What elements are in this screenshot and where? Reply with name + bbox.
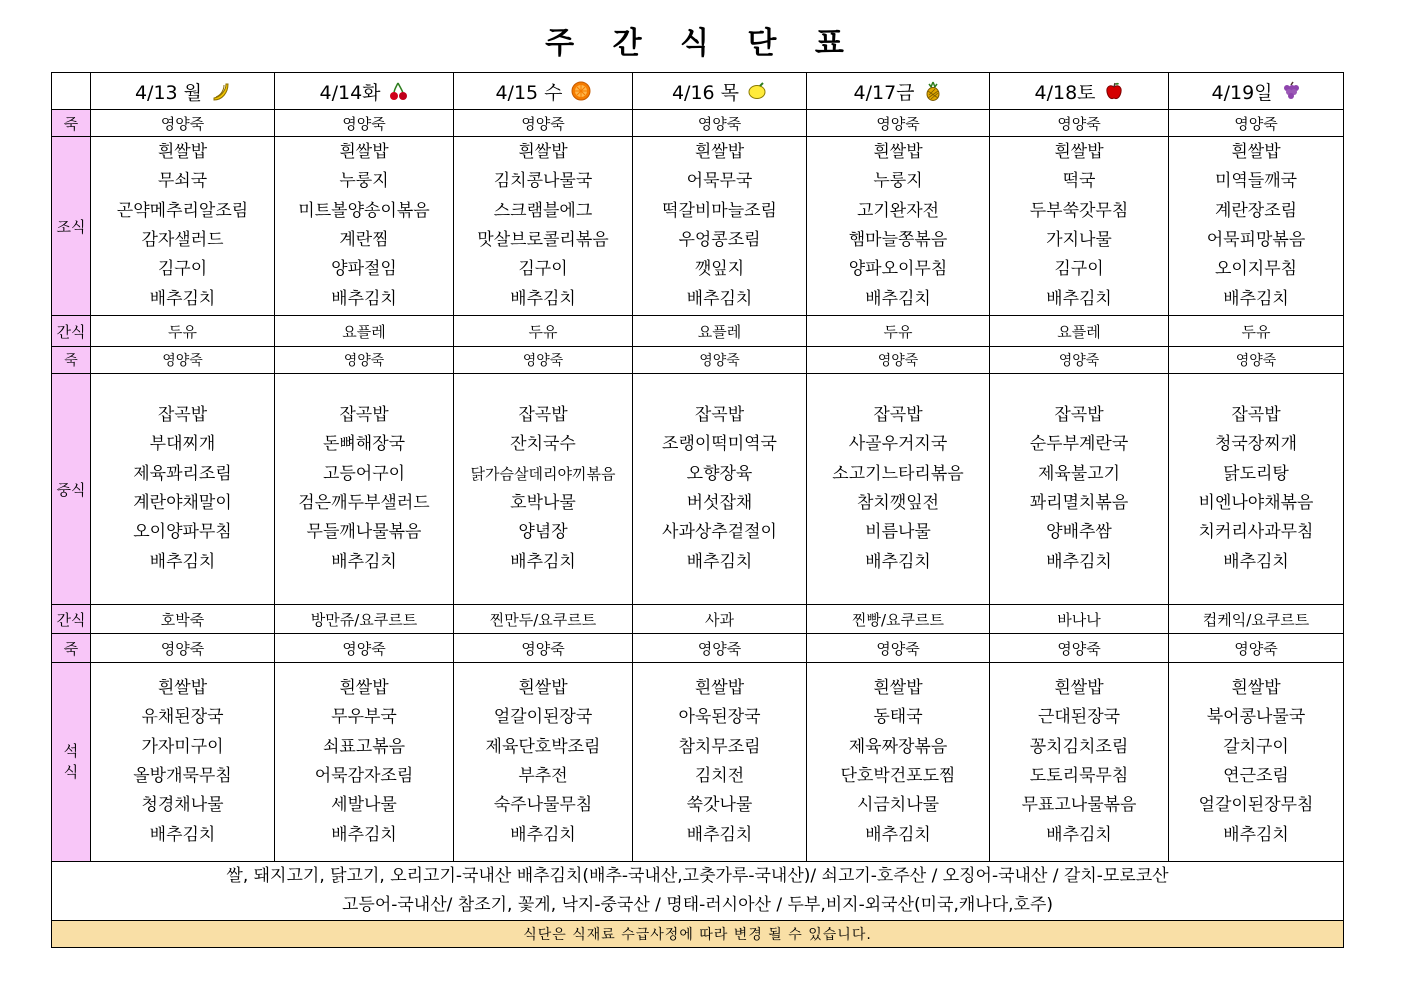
menu-item: 닭가슴살데리야끼볶음	[470, 464, 616, 483]
menu-item: 숙주나물무침	[493, 795, 593, 816]
origin-info-row	[52, 862, 1344, 921]
menu-item: 시금치나물	[856, 795, 940, 816]
menu-item: 근대된장국	[1037, 707, 1121, 728]
breakfast-cell	[1169, 137, 1344, 316]
menu-item: 청국장찌개	[1214, 434, 1298, 455]
menu-item: 영양죽	[275, 347, 454, 374]
menu-item: 사과	[633, 605, 807, 634]
orange-icon	[571, 81, 591, 101]
menu-item: 고등어구이	[322, 463, 406, 484]
menu-item: 얼갈이된장무침	[1198, 795, 1314, 816]
breakfast-row	[52, 137, 1344, 316]
dinner-cell	[91, 663, 275, 862]
menu-item: 제육짜장볶음	[848, 736, 948, 757]
menu-item: 갈치구이	[1223, 736, 1289, 757]
row-label: 죽	[52, 634, 91, 663]
menu-item: 잡곡밥	[873, 404, 923, 425]
menu-item: 요플레	[633, 316, 807, 347]
menu-item: 김치전	[694, 766, 745, 786]
menu-item: 검은깨두부샐러드	[298, 493, 430, 513]
menu-item: 꽈리멸치볶음	[1029, 493, 1129, 513]
menu-item: 계란찜	[339, 230, 389, 250]
row-label	[52, 663, 91, 862]
menu-item: 양배추쌈	[1046, 522, 1112, 543]
menu-item: 방만쥬/요쿠르트	[275, 605, 454, 634]
notice-row	[52, 921, 1344, 948]
day-label: 4/17금	[853, 81, 915, 104]
menu-item: 배추김치	[510, 824, 576, 845]
day-label: 4/13 월	[134, 81, 203, 104]
cherry-icon	[389, 81, 409, 101]
menu-item: 햄마늘쫑볶음	[848, 230, 948, 250]
day-header	[91, 73, 275, 110]
menu-item: 영양죽	[807, 347, 990, 374]
menu-item: 잡곡밥	[694, 404, 745, 425]
menu-item: 배추김치	[865, 288, 931, 309]
menu-item: 떡국	[1062, 171, 1096, 192]
menu-item: 배추김치	[149, 824, 216, 845]
menu-item: 김치콩나물국	[493, 171, 593, 192]
menu-item: 흰쌀밥	[157, 141, 208, 162]
day-header	[990, 73, 1169, 110]
menu-item: 영양죽	[91, 110, 275, 137]
row-label: 조식	[52, 137, 91, 316]
menu-item: 부대찌개	[149, 434, 216, 455]
menu-item: 흰쌀밥	[694, 677, 745, 698]
menu-item: 고기완자전	[856, 200, 940, 221]
breakfast-cell	[275, 137, 454, 316]
menu-item: 영양죽	[454, 110, 633, 137]
menu-item: 배추김치	[331, 824, 397, 845]
day-header-row	[52, 73, 1344, 110]
menu-item: 배추김치	[331, 551, 397, 572]
menu-item: 찐빵/요쿠르트	[807, 605, 990, 634]
dinner-cell	[275, 663, 454, 862]
menu-item: 북어콩나물국	[1206, 707, 1306, 728]
day-header	[633, 73, 807, 110]
banana-icon	[210, 81, 230, 101]
menu-item: 미트볼양송이볶음	[298, 200, 430, 221]
menu-item: 누룽지	[339, 171, 389, 192]
menu-item: 도토리묵무침	[1029, 766, 1129, 786]
dinner-cell	[454, 663, 633, 862]
morning-juk-row	[52, 110, 1344, 137]
menu-item: 쇠표고볶음	[322, 736, 406, 757]
menu-item: 제육꽈리조림	[133, 463, 232, 484]
afternoon-snack-row	[52, 605, 1344, 634]
menu-item: 배추김치	[149, 288, 216, 309]
menu-item: 스크램블에그	[493, 200, 593, 221]
lunch-cell	[91, 374, 275, 605]
menu-item: 영양죽	[1169, 110, 1344, 137]
row-label: 중식	[52, 374, 91, 605]
corner-cell	[52, 73, 91, 110]
menu-item: 순두부계란국	[1029, 434, 1129, 455]
menu-item: 사골우거지국	[848, 434, 948, 455]
menu-item: 요플레	[990, 316, 1169, 347]
menu-item: 영양죽	[633, 634, 807, 663]
menu-item: 연근조림	[1223, 766, 1289, 786]
menu-item: 세발나물	[331, 795, 397, 816]
menu-item: 잡곡밥	[518, 404, 568, 425]
apple-icon	[1104, 81, 1124, 101]
evening-juk-row	[52, 634, 1344, 663]
dinner-cell	[807, 663, 990, 862]
menu-item: 영양죽	[807, 634, 990, 663]
lemon-icon	[747, 81, 767, 101]
menu-item: 흰쌀밥	[1054, 677, 1104, 698]
menu-item: 무우부국	[331, 707, 397, 728]
menu-item: 비름나물	[865, 522, 931, 543]
day-label: 4/19일	[1211, 81, 1273, 104]
menu-item: 배추김치	[686, 551, 753, 572]
menu-item: 곤약메추리알조림	[116, 200, 249, 221]
menu-item: 흰쌀밥	[518, 141, 568, 162]
lunch-cell	[990, 374, 1169, 605]
breakfast-cell	[633, 137, 807, 316]
menu-item: 제육불고기	[1037, 463, 1121, 484]
menu-item: 김구이	[518, 259, 568, 280]
menu-item: 영양죽	[990, 110, 1169, 137]
menu-item: 잡곡밥	[1054, 404, 1104, 425]
menu-item: 떡갈비마늘조림	[662, 200, 777, 221]
dinner-cell	[633, 663, 807, 862]
menu-item: 꽁치김치조림	[1029, 736, 1129, 757]
menu-item: 계란야채말이	[133, 493, 232, 513]
menu-item: 맛살브로콜리볶음	[477, 230, 609, 250]
lunch-row	[52, 374, 1344, 605]
menu-item: 흰쌀밥	[339, 141, 389, 162]
menu-item: 사과상추겉절이	[662, 522, 777, 543]
dinner-label-part: 식	[63, 763, 79, 781]
menu-item: 치커리사과무침	[1198, 522, 1314, 543]
menu-item: 영양죽	[990, 347, 1169, 374]
menu-item: 잡곡밥	[1231, 404, 1281, 425]
menu-item: 소고기느타리볶음	[832, 463, 964, 484]
menu-item: 영양죽	[1169, 347, 1344, 374]
menu-item: 무쇠국	[157, 171, 208, 192]
menu-item: 올방개묵무침	[133, 766, 232, 786]
menu-item: 계란장조림	[1214, 200, 1298, 221]
row-label: 간식	[52, 316, 91, 347]
dinner-cell	[1169, 663, 1344, 862]
day-header	[454, 73, 633, 110]
menu-item: 영양죽	[454, 347, 633, 374]
menu-item: 버섯잡채	[686, 493, 753, 513]
day-label: 4/14화	[319, 81, 381, 104]
menu-item: 배추김치	[865, 551, 931, 572]
menu-item: 두부쑥갓무침	[1029, 200, 1129, 221]
menu-item: 배추김치	[686, 288, 753, 309]
menu-item: 흰쌀밥	[1231, 677, 1281, 698]
menu-item: 배추김치	[1223, 288, 1289, 309]
menu-item: 어묵무국	[686, 171, 753, 192]
menu-item: 찐만두/요쿠르트	[454, 605, 633, 634]
breakfast-cell	[454, 137, 633, 316]
menu-item: 영양죽	[990, 634, 1169, 663]
menu-item: 배추김치	[1046, 824, 1112, 845]
menu-item: 두유	[807, 316, 990, 347]
pineapple-icon	[923, 81, 943, 101]
lunch-cell	[275, 374, 454, 605]
menu-item: 영양죽	[454, 634, 633, 663]
dinner-label-part: 석	[63, 742, 79, 760]
menu-item: 미역들깨국	[1214, 171, 1298, 192]
lunch-cell	[1169, 374, 1344, 605]
menu-item: 영양죽	[91, 347, 275, 374]
menu-item: 바나나	[990, 605, 1169, 634]
menu-item: 어묵감자조림	[314, 766, 414, 786]
menu-item: 쑥갓나물	[686, 795, 753, 816]
lunch-cell	[633, 374, 807, 605]
lunch-cell	[454, 374, 633, 605]
menu-item: 흰쌀밥	[157, 677, 208, 698]
menu-item: 부추전	[518, 766, 568, 786]
origin-line: 고등어-국내산/ 참조기, 꽃게, 낙지-중국산 / 명태-러시아산 / 두부,비지-외국산(미국,캐나다,호주)	[341, 895, 1054, 915]
menu-item: 참치깻잎전	[856, 493, 940, 513]
breakfast-cell	[807, 137, 990, 316]
menu-item: 컵케익/요쿠르트	[1169, 605, 1344, 634]
breakfast-cell	[990, 137, 1169, 316]
menu-item: 배추김치	[331, 288, 397, 309]
menu-item: 오이지무침	[1214, 259, 1298, 280]
origin-line: 쌀, 돼지고기, 닭고기, 오리고기-국내산 배추김치(배추-국내산,고춧가루-국내산)/ 쇠고기-호주산 / 오징어-국내산 / 갈치-모로코산	[226, 866, 1169, 886]
menu-item: 돈뼈해장국	[322, 434, 406, 455]
menu-item: 오향장육	[686, 463, 753, 484]
noon-juk-row	[52, 347, 1344, 374]
menu-item: 조랭이떡미역국	[662, 434, 777, 455]
menu-item: 동태국	[873, 707, 923, 728]
menu-item: 감자샐러드	[141, 230, 224, 250]
origin-info	[52, 862, 1344, 921]
page-title: 주 간 식 단 표	[545, 26, 858, 61]
dinner-cell	[990, 663, 1169, 862]
menu-item: 양념장	[518, 522, 568, 543]
menu-item: 아욱된장국	[678, 707, 761, 728]
row-label: 죽	[52, 347, 91, 374]
menu-item: 흰쌀밥	[339, 677, 389, 698]
day-label: 4/18토	[1034, 81, 1096, 104]
menu-item: 요플레	[275, 316, 454, 347]
menu-item: 잡곡밥	[157, 404, 208, 425]
morning-snack-row	[52, 316, 1344, 347]
menu-item: 유채된장국	[141, 707, 224, 728]
menu-item: 두유	[91, 316, 275, 347]
menu-item: 영양죽	[275, 110, 454, 137]
menu-item: 우엉콩조림	[678, 230, 761, 250]
menu-item: 호박나물	[510, 493, 576, 513]
menu-item: 무들깨나물볶음	[306, 522, 422, 543]
menu-item: 어묵피망볶음	[1206, 230, 1306, 250]
menu-item: 호박죽	[91, 605, 275, 634]
row-label: 간식	[52, 605, 91, 634]
menu-item: 영양죽	[1169, 634, 1344, 663]
menu-item: 가지나물	[1046, 230, 1112, 250]
notice-text: 식단은 식재료 수급사정에 따라 변경 될 수 있습니다.	[52, 921, 1344, 948]
row-label: 죽	[52, 110, 91, 137]
breakfast-cell	[91, 137, 275, 316]
menu-item: 비엔나야채볶음	[1198, 493, 1314, 513]
menu-item: 김구이	[1054, 259, 1104, 280]
menu-item: 흰쌀밥	[518, 677, 568, 698]
menu-item: 깻잎지	[694, 259, 745, 280]
grape-icon	[1281, 81, 1301, 101]
menu-item: 제육단호박조림	[485, 736, 601, 757]
menu-item: 김구이	[157, 259, 208, 280]
menu-item: 흰쌀밥	[1054, 141, 1104, 162]
lunch-cell	[807, 374, 990, 605]
menu-item: 배추김치	[1223, 551, 1289, 572]
menu-item: 배추김치	[865, 824, 931, 845]
menu-item: 영양죽	[807, 110, 990, 137]
menu-item: 잡곡밥	[339, 404, 389, 425]
day-header	[275, 73, 454, 110]
menu-item: 참치무조림	[678, 736, 761, 757]
menu-item: 영양죽	[633, 347, 807, 374]
menu-item: 가자미구이	[141, 736, 224, 757]
menu-item: 영양죽	[633, 110, 807, 137]
day-header	[1169, 73, 1344, 110]
menu-item: 흰쌀밥	[694, 141, 745, 162]
menu-item: 영양죽	[91, 634, 275, 663]
menu-item: 두유	[454, 316, 633, 347]
menu-item: 양파절임	[331, 259, 397, 280]
menu-item: 잔치국수	[510, 434, 576, 455]
day-header	[807, 73, 990, 110]
menu-item: 배추김치	[1046, 551, 1112, 572]
weekly-menu-table	[51, 72, 1344, 948]
dinner-row	[52, 663, 1344, 862]
menu-item: 오이양파무침	[133, 522, 232, 543]
menu-item: 배추김치	[510, 551, 576, 572]
menu-item: 누룽지	[873, 171, 923, 192]
menu-item: 흰쌀밥	[1231, 141, 1281, 162]
menu-item: 청경채나물	[141, 795, 224, 816]
menu-item: 배추김치	[149, 551, 216, 572]
menu-item: 단호박건포도찜	[840, 766, 956, 786]
menu-item: 배추김치	[510, 288, 576, 309]
menu-item: 얼갈이된장국	[493, 707, 593, 728]
day-label: 4/15 수	[495, 81, 563, 104]
menu-item: 무표고나물볶음	[1021, 795, 1137, 816]
menu-item: 배추김치	[686, 824, 753, 845]
menu-item: 배추김치	[1223, 824, 1289, 845]
menu-item: 닭도리탕	[1223, 463, 1289, 484]
menu-item: 흰쌀밥	[873, 677, 923, 698]
menu-item: 흰쌀밥	[873, 141, 923, 162]
menu-item: 양파오이무침	[848, 259, 948, 280]
menu-item: 영양죽	[275, 634, 454, 663]
menu-item: 두유	[1169, 316, 1344, 347]
menu-item: 배추김치	[1046, 288, 1112, 309]
day-label: 4/16 목	[671, 81, 740, 104]
